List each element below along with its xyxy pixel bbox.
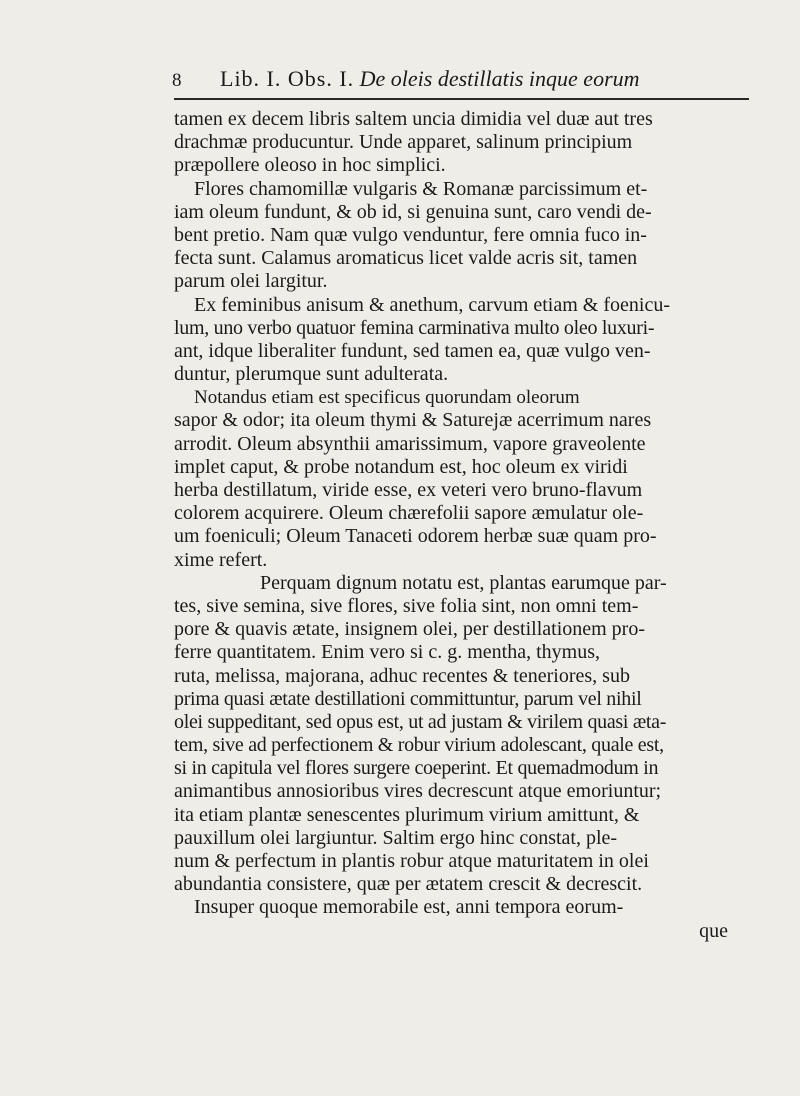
page-number: 8 bbox=[172, 70, 182, 91]
text-line: herba destillatum, viride esse, ex veteri vero bruno-flavum bbox=[174, 479, 643, 501]
running-header bbox=[172, 64, 752, 94]
paragraph-start: Notandus etiam est specificus quorundam oleorum bbox=[194, 387, 580, 409]
text-line: xime refert. bbox=[174, 548, 268, 571]
body-text bbox=[174, 108, 764, 943]
text-line: ferre quantitatem. Enim vero si c. g. mentha, thymus, bbox=[174, 641, 600, 664]
text-line: parum olei largitur. bbox=[174, 270, 328, 293]
paragraph-start: Ex feminibus anisum & anethum, carvum etiam & foenicu- bbox=[194, 293, 670, 316]
text-line: duntur, plerumque sunt adulterata. bbox=[174, 363, 449, 386]
text-line: prima quasi ætate destillationi committuntur, parum vel nihil bbox=[174, 687, 642, 710]
text-line: fecta sunt. Calamus aromaticus licet valde acris sit, tamen bbox=[174, 247, 638, 270]
text-line: ant, idque liberaliter fundunt, sed tamen ea, quæ vulgo ven- bbox=[174, 339, 651, 362]
text-line: abundantia consistere, quæ per ætatem crescit & decrescit. bbox=[174, 873, 643, 896]
catchword: que bbox=[699, 919, 728, 942]
text-line: implet caput, & probe notandum est, hoc oleum ex viridi bbox=[174, 455, 628, 478]
text-line: sapor & odor; ita oleum thymi & Saturejæ acerrimum nares bbox=[174, 409, 652, 432]
text-line: tes, sive semina, sive flores, sive folia sint, non omni tem- bbox=[174, 594, 639, 617]
text-line: colorem acquirere. Oleum chærefolii sapore æmulatur ole- bbox=[174, 502, 644, 525]
paragraph-start: Insuper quoque memorabile est, anni tempora eorum- bbox=[194, 896, 624, 919]
book-reference: Lib. I. Obs. I. bbox=[220, 66, 355, 91]
paragraph-start: Flores chamomillæ vulgaris & Romanæ parcissimum et- bbox=[194, 177, 648, 200]
text-line: olei suppeditant, sed opus est, ut ad justam & virilem quasi æta- bbox=[174, 710, 667, 733]
text-line: tamen ex decem libris saltem uncia dimidia vel duæ aut tres bbox=[174, 108, 653, 130]
text-line: bent pretio. Nam quæ vulgo venduntur, fere omnia fuco in- bbox=[174, 223, 647, 246]
text-line: um foeniculi; Oleum Tanaceti odorem herbæ suæ quam pro- bbox=[174, 525, 657, 548]
paragraph-start: Perquam dignum notatu est, plantas earumque par- bbox=[260, 571, 667, 594]
header-rule bbox=[174, 98, 749, 100]
text-line: tem, sive ad perfectionem & robur virium adolescant, quale est, bbox=[174, 734, 664, 757]
text-line: iam oleum fundunt, & ob id, si genuina sunt, caro vendi de- bbox=[174, 200, 652, 223]
text-line: lum, uno verbo quatuor femina carminativa multo oleo luxuri- bbox=[174, 316, 655, 339]
text-line: pore & quavis ætate, insignem olei, per destillationem pro- bbox=[174, 618, 646, 641]
text-line: ita etiam plantæ senescentes plurimum virium amittunt, & bbox=[174, 803, 640, 826]
running-title: De oleis destillatis inque eorum bbox=[359, 66, 640, 91]
text-line: ruta, melissa, majorana, adhuc recentes & teneriores, sub bbox=[174, 664, 630, 687]
text-line: si in capitula vel flores surgere coeperint. Et quemadmodum in bbox=[174, 757, 659, 780]
text-line: pauxillum olei largiuntur. Saltim ergo hinc constat, ple- bbox=[174, 826, 618, 849]
text-line: animantibus annosioribus vires decrescunt atque emoriuntur; bbox=[174, 780, 662, 803]
text-line: num & perfectum in plantis robur atque maturitatem in olei bbox=[174, 850, 649, 872]
text-line: præpollere oleoso in hoc simplici. bbox=[174, 154, 446, 177]
text-line: arrodit. Oleum absynthii amarissimum, vapore graveolente bbox=[174, 432, 646, 455]
text-line: drachmæ producuntur. Unde apparet, salinum principium bbox=[174, 131, 633, 154]
